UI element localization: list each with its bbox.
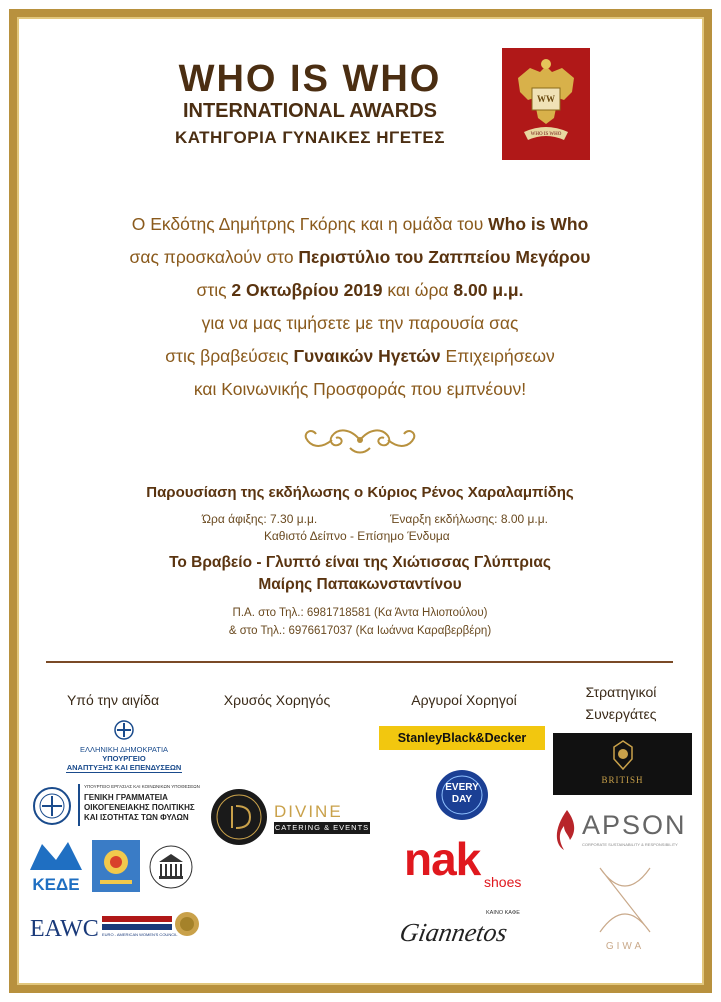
event-title: WHO IS WHO — [178, 58, 442, 100]
logo-ribbon-text: WHO IS WHO — [530, 132, 562, 137]
invitation-host: Ο Εκδότης Δημήτρης Γκόρης και η ομάδα του — [131, 214, 489, 234]
gender-equality-logo — [32, 782, 204, 828]
nak-shoes-logo — [404, 833, 524, 892]
invitation-women-leaders: Γυναικών Ηγετών — [293, 346, 441, 366]
apson-text: APSON — [582, 810, 687, 840]
divine-subtitle: CATERING & EVENTS — [274, 823, 370, 832]
invitation-at: και ώρα — [382, 280, 454, 300]
british-crest-icon — [608, 739, 638, 771]
prize-line-2: Μαίρης Παπακωνσταντίνου — [258, 576, 462, 593]
kede-text: ΚΕΔΕ — [32, 875, 80, 894]
giannetos-text: Giannetos — [397, 918, 510, 947]
invitation-venue: Περιστύλιο του Ζαππείου Μεγάρου — [298, 247, 591, 267]
giwa-text: GIWA — [605, 941, 645, 952]
british-text: BRITISH — [601, 775, 644, 785]
ministry-line-2: ΥΠΟΥΡΓΕΙΟ — [102, 754, 146, 763]
greek-emblem-icon — [114, 720, 134, 740]
british-logo — [553, 733, 692, 795]
gg-top-line: ΥΠΟΥΡΓΕΙΟ ΕΡΓΑΣΙΑΣ ΚΑΙ ΚΟΙΝΩΝΙΚΩΝ ΥΠΟΘΕΣΕΩΝ — [84, 784, 200, 789]
start-time: Έναρξη εκδήλωσης: 8.00 μ.μ. — [390, 512, 549, 526]
event-subtitle: INTERNATIONAL AWARDS — [182, 100, 438, 122]
invitation-text — [40, 208, 680, 406]
invitation-line-6: και Κοινωνικής Προσφοράς που εμπνέουν! — [193, 379, 527, 399]
stanley-text: StanleyBlack&Decker — [397, 731, 527, 745]
prize-line-1: Το Βραβείο - Γλυπτό είναι της Χιώτισσας Γλύπτριας — [169, 554, 551, 571]
giannetos-top: ΚΑΙΝΟ ΚΑΦΕ — [486, 910, 520, 916]
event-category: ΚΑΤΗΓΟΡΙΑ ΓΥΝΑΙΚΕΣ ΗΓΕΤΕΣ — [175, 128, 445, 147]
presenter-text: Παρουσίαση της εκδήλωσης ο Κύριος Ρένος Χαραλαμπίδης — [146, 484, 574, 501]
eawc-subtext: EURO - AMERICAN WOMEN'S COUNCIL — [102, 932, 178, 937]
gg-line-2: ΟΙΚΟΓΕΝΕΙΑΚΗΣ ΠΟΛΙΤΙΚΗΣ — [84, 803, 195, 812]
ministry-line-3: ΑΝΑΠΤΥΞΗΣ ΚΑΙ ΕΠΕΝΔΥΣΕΩΝ — [66, 763, 182, 772]
eawc-logo — [30, 908, 200, 948]
auspices-heading: Υπό την αιγίδα — [66, 692, 160, 708]
invitation-line-4: για να μας τιμήσετε με την παρουσία σας — [201, 313, 519, 333]
seal-icon — [32, 786, 72, 826]
apson-subtitle: CORPORATE SUSTAINABILITY & RESPONSIBILITY — [582, 842, 678, 847]
everyday-line-2: DAY — [451, 794, 473, 805]
dress-code: Καθιστό Δείπνο - Επίσημο Ένδυμα — [264, 529, 450, 543]
strategic-partners-heading — [566, 681, 676, 725]
crest-icon — [502, 48, 590, 160]
apson-logo — [556, 808, 690, 854]
strategic-label-2: Συνεργάτες — [585, 706, 657, 722]
gold-coin-icon — [174, 910, 200, 938]
eawc-text: EAWC — [30, 916, 99, 942]
blue-emblem-logo — [92, 840, 140, 892]
gg-line-1: ΓΕΝΙΚΗ ΓΡΑΜΜΑΤΕΙΑ — [84, 793, 168, 802]
section-divider — [46, 661, 673, 663]
divine-monogram-icon — [210, 788, 268, 846]
flame-icon — [556, 808, 578, 852]
everyday-line-1: EVERY — [445, 782, 479, 793]
flower-emblem-icon — [92, 840, 140, 892]
silver-sponsors-heading: Αργυροί Χορηγοί — [411, 692, 517, 708]
giannetos-logo — [398, 910, 532, 960]
invitation-line-1 — [40, 208, 680, 241]
rsvp-line-2: & στο Τηλ.: 6976617037 (Κα Ιωάννα Καραβερβέρη) — [228, 625, 492, 637]
giwa-logo — [580, 864, 670, 950]
divine-logo — [210, 788, 370, 846]
everyday-text — [434, 782, 490, 806]
unesco-logo — [148, 844, 194, 890]
giwa-shape-icon — [580, 864, 670, 936]
divine-text: DIVINE — [274, 802, 343, 821]
who-is-who-logo — [502, 48, 590, 160]
ornament-icon — [298, 420, 422, 460]
gold-sponsor-heading: Χρυσός Χορηγός — [223, 692, 331, 708]
strategic-label-1: Στρατηγικοί — [585, 684, 657, 700]
ministry-logo — [66, 720, 182, 773]
kede-wave-icon — [30, 840, 82, 870]
invitation-on: στις — [196, 280, 232, 300]
invitation-brand: Who is Who — [488, 214, 589, 234]
nak-text: nak — [404, 833, 481, 885]
stanley-logo — [379, 726, 545, 750]
arrival-time: Ώρα άφιξης: 7.30 μ.μ. — [202, 512, 318, 526]
invitation-line-2 — [40, 241, 680, 274]
invitation-date: 2 Οκτωβρίου 2019 — [231, 280, 383, 300]
prize-text — [40, 552, 680, 596]
everyday-logo — [434, 768, 490, 822]
invitation-time: 8.00 μ.μ. — [453, 280, 524, 300]
invitation-awards: στις βραβεύσεις — [165, 346, 294, 366]
invitation-line-5 — [40, 340, 680, 373]
logo-monogram: WW — [537, 94, 555, 104]
rsvp-contacts — [40, 604, 680, 640]
invitation-invite: σας προσκαλούν στο — [129, 247, 299, 267]
temple-icon — [148, 844, 194, 890]
rsvp-line-1: Π.Α. στο Τηλ.: 6981718581 (Κα Άντα Ηλιοπούλου) — [232, 607, 488, 619]
nak-subtitle: shoes — [484, 874, 522, 890]
invitation-line-3 — [40, 274, 680, 307]
ministry-line-1: ΕΛΛΗΝΙΚΗ ΔΗΜΟΚΡΑΤΙΑ — [79, 745, 169, 754]
gg-line-3: ΚΑΙ ΙΣΟΤΗΤΑΣ ΤΩΝ ΦΥΛΩΝ — [84, 813, 189, 822]
invitation-business: Επιχειρήσεων — [440, 346, 555, 366]
gg-title — [84, 793, 195, 823]
kede-logo — [30, 840, 82, 892]
